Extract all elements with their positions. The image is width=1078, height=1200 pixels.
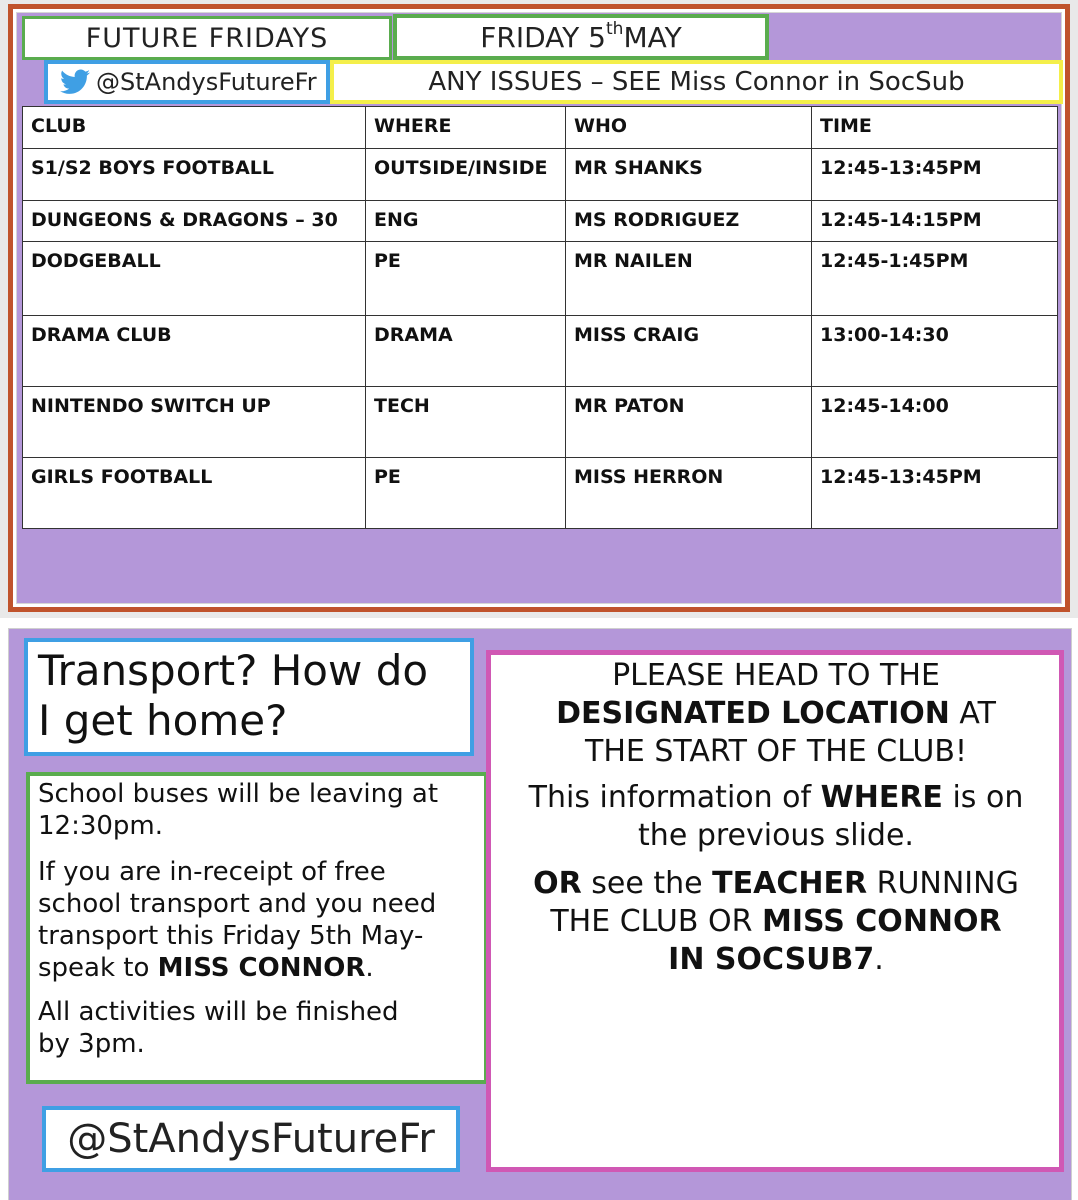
twitter-handle-box	[44, 60, 330, 104]
activities-finished-line-2: by 3pm.	[38, 1029, 145, 1059]
where-cell: OUTSIDE/INSIDE	[366, 149, 566, 201]
designated-location-paragraph	[497, 657, 1055, 771]
miss-connor-text: MISS CONNOR	[157, 953, 366, 983]
club-cell: DODGEBALL	[23, 242, 366, 316]
table-row	[23, 316, 1058, 387]
club-cell: NINTENDO SWITCH UP	[23, 387, 366, 458]
bus-departure-paragraph	[38, 778, 484, 842]
club-cell: DRAMA CLUB	[23, 316, 366, 387]
speak-to-text: speak to	[38, 953, 158, 983]
twitter-handle-text: @StAndysFutureFr	[96, 68, 317, 96]
who-cell: MR PATON	[566, 387, 812, 458]
time-cell: 12:45-13:45PM	[812, 458, 1058, 529]
or-emphasis: OR	[533, 866, 582, 901]
table-header-row	[23, 107, 1058, 149]
activities-finished-line-1: All activities will be finished	[38, 997, 399, 1027]
where-cell: PE	[366, 458, 566, 529]
future-fridays-title	[22, 16, 392, 60]
table-row	[23, 149, 1058, 201]
table-row	[23, 201, 1058, 242]
time-cell: 12:45-14:00	[812, 387, 1058, 458]
transport-heading	[38, 646, 468, 746]
twitter-handle-footer-text: @StAndysFutureFr	[67, 1116, 435, 1162]
who-cell: MISS HERRON	[566, 458, 812, 529]
final-period-text: .	[874, 942, 884, 977]
where-info-line-2: the previous slide.	[638, 818, 914, 853]
see-the-text: see the	[581, 866, 713, 901]
designated-location-line-3: THE START OF THE CLUB!	[585, 734, 967, 769]
free-transport-line-1: If you are in-receipt of free	[38, 857, 386, 887]
teacher-line-1	[497, 865, 1055, 903]
where-cell: TECH	[366, 387, 566, 458]
where-cell: ENG	[366, 201, 566, 242]
issues-banner	[330, 60, 1063, 104]
free-transport-line-4	[38, 952, 484, 984]
period-text: .	[365, 953, 374, 983]
where-cell: PE	[366, 242, 566, 316]
time-cell: 13:00-14:30	[812, 316, 1058, 387]
teacher-line-3	[497, 941, 1055, 979]
transport-heading-line-2: I get home?	[38, 696, 288, 745]
where-info-line-1	[497, 779, 1055, 817]
where-cell: DRAMA	[366, 316, 566, 387]
bus-departure-line-1: School buses will be leaving at	[38, 779, 439, 809]
socsub7-emphasis: IN SOCSUB7	[668, 942, 875, 977]
is-on-text: is on	[942, 780, 1024, 815]
club-cell: DUNGEONS & DRAGONS – 30	[23, 201, 366, 242]
designated-location-emphasis: DESIGNATED LOCATION	[556, 696, 950, 731]
transport-heading-line-1: Transport? How do	[38, 646, 429, 695]
who-cell: MS RODRIGUEZ	[566, 201, 812, 242]
bus-departure-line-2: 12:30pm.	[38, 811, 164, 841]
activities-finished-paragraph	[38, 996, 484, 1060]
teacher-paragraph	[497, 865, 1055, 979]
where-emphasis: WHERE	[820, 780, 943, 815]
time-cell: 12:45-13:45PM	[812, 149, 1058, 201]
bus-info-box	[26, 772, 488, 1084]
teacher-line-2	[497, 903, 1055, 941]
table-row	[23, 458, 1058, 529]
time-cell: 12:45-1:45PM	[812, 242, 1058, 316]
designated-location-line-2	[497, 695, 1055, 733]
club-cell: GIRLS FOOTBALL	[23, 458, 366, 529]
club-cell: S1/S2 BOYS FOOTBALL	[23, 149, 366, 201]
designated-location-box	[486, 650, 1064, 1172]
this-information-text: This information of	[528, 780, 821, 815]
future-fridays-title-text: FUTURE FRIDAYS	[85, 22, 329, 54]
free-transport-line-3: transport this Friday 5th May-	[38, 921, 424, 951]
designated-location-line-1: PLEASE HEAD TO THE	[612, 658, 940, 693]
column-header-who: WHO	[566, 107, 812, 149]
free-transport-line-2: school transport and you need	[38, 889, 437, 919]
date-header	[393, 14, 769, 60]
at-text: AT	[949, 696, 996, 731]
twitter-bird-icon	[60, 69, 90, 95]
table-row	[23, 387, 1058, 458]
miss-connor-emphasis: MISS CONNOR	[761, 904, 1002, 939]
column-header-where: WHERE	[366, 107, 566, 149]
who-cell: MR SHANKS	[566, 149, 812, 201]
column-header-time: TIME	[812, 107, 1058, 149]
clubs-table	[22, 106, 1058, 529]
issues-banner-text: ANY ISSUES – SEE Miss Connor in SocSub	[428, 67, 965, 97]
twitter-handle-footer	[42, 1106, 460, 1172]
date-ordinal: th	[605, 19, 624, 39]
who-cell: MISS CRAIG	[566, 316, 812, 387]
teacher-emphasis: TEACHER	[712, 866, 868, 901]
date-month: MAY	[623, 20, 682, 54]
the-club-or-text: THE CLUB OR	[550, 904, 762, 939]
transport-heading-box	[24, 638, 474, 756]
time-cell: 12:45-14:15PM	[812, 201, 1058, 242]
date-day: FRIDAY 5	[480, 20, 606, 54]
table-row	[23, 242, 1058, 316]
where-info-paragraph	[497, 779, 1055, 855]
who-cell: MR NAILEN	[566, 242, 812, 316]
running-text: RUNNING	[867, 866, 1019, 901]
column-header-club: CLUB	[23, 107, 366, 149]
free-transport-paragraph	[38, 856, 484, 984]
